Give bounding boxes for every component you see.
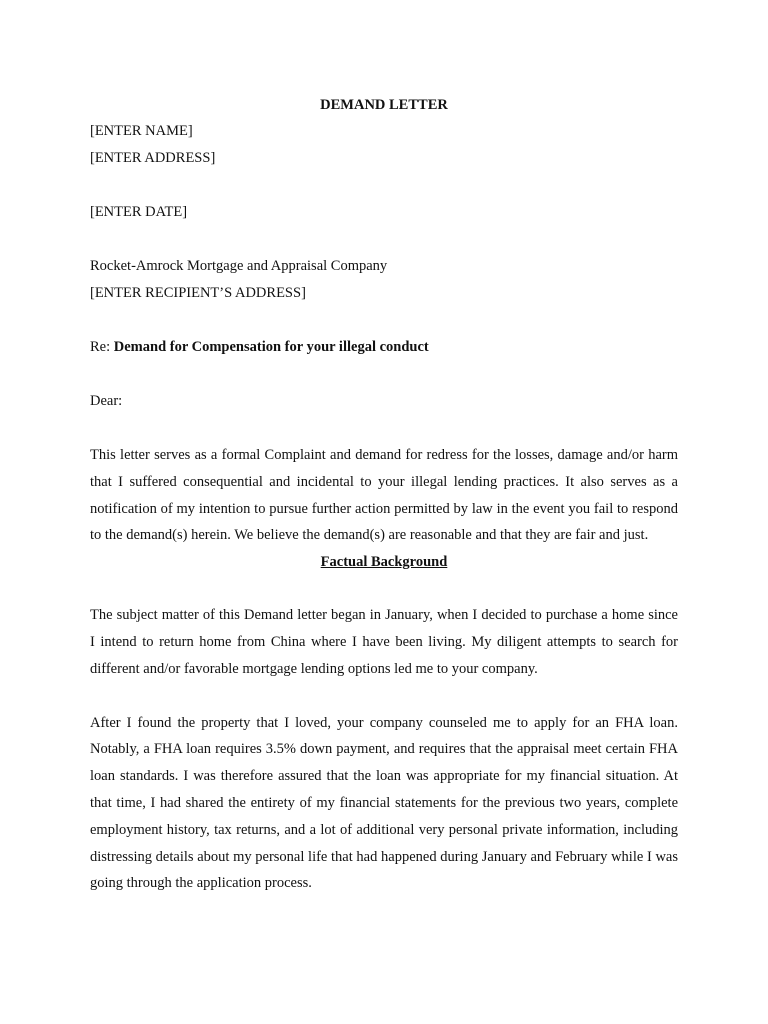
body-paragraph-1: The subject matter of this Demand letter began in January, when I decided to purchase a home since I intend to return home from China where I have been living. My diligent attempts to search for different and/or favorable mortgage lending options led me to your company. [90, 607, 678, 677]
spacer [90, 361, 678, 388]
intro-paragraph: This letter serves as a formal Complaint and demand for redress for the losses, damage and/or harm that I suffered consequential and incidental to your illegal lending practices. It also serves as a notification of my intention to pursue further action permitted by law in the event you fail to respond to the demand(s) herein. We believe the demand(s) are reasonable and that they are fair and just. [90, 447, 678, 544]
salutation: Dear: [90, 393, 123, 409]
letter-date: [ENTER DATE] [90, 204, 188, 220]
spacer [90, 575, 678, 602]
spacer [90, 415, 678, 442]
recipient-address: [ENTER RECIPIENT’S ADDRESS] [90, 285, 306, 301]
spacer [90, 683, 678, 710]
spacer [90, 172, 678, 199]
re-subject: Demand for Compensation for your illegal conduct [113, 339, 429, 355]
spacer [90, 307, 678, 334]
re-prefix: Re: [90, 339, 114, 355]
re-line [90, 334, 678, 361]
sender-name: [ENTER NAME] [90, 123, 193, 139]
body-paragraph-2: After I found the property that I loved, your company counseled me to apply for an FHA loan. Notably, a FHA loan requires 3.5% down payment, and requires that the appraisal meet certain FHA loan standards. I was therefore assured that the loan was appropriate for my financial situation. At that time, I had shared the entirety of my financial statements for the previous two years, complete employment history, tax returns, and a lot of additional very personal private information, including distressing details about my personal life that had happened during January and February while I was going through the application process. [90, 714, 678, 892]
section-heading: Factual Background [320, 554, 448, 571]
sender-address: [ENTER ADDRESS] [90, 150, 216, 166]
spacer [90, 226, 678, 253]
letter-page [90, 92, 678, 897]
document-title: DEMAND LETTER [320, 97, 448, 113]
recipient-company: Rocket-Amrock Mortgage and Appraisal Company [90, 258, 388, 274]
